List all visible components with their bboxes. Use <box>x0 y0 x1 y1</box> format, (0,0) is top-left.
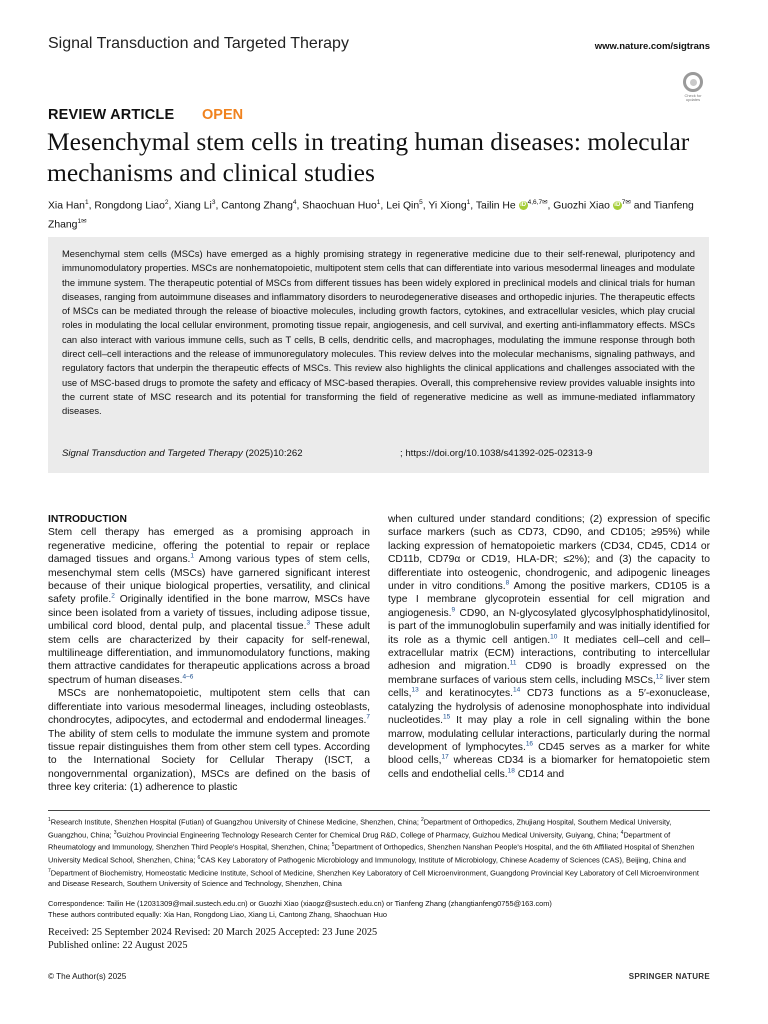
affiliations: $^1$Research Institute, Shenzhen Hospital (Futian) of Guangzhou University of Chinese Medicine, Shenzhen, China; $^2$Department of Orthopedics, Zhujiang Hospital, Southern Medical University, Guangzhou, China; $^3$Guizhou Provincial Engineering Technology Research Center for Chemical Drug R&D, College of Pharmacy, Guizhou Medical University, Guiyang, China; $^4$Department of Rheumatology and Immunology, Shenzhen Third People's Hospital, Shenzhen, China; $^5$Department of Orthopedics, Shenzhen Nanshan People's Hospital, and the 6th Affiliated Hospital of Shenzhen University Medical School, Shenzhen, China; $^6$CAS Key Laboratory of Pathogenic Microbiology and Immunology, Institute of Microbiology, Chinese Academy of Sciences (CAS), Beijing, China and $^7$Department of Biochemistry, Homeostatic Medicine Institute, School of Medicine, Shenzhen Key Laboratory of Cell Microenvironment, Guangdong Provincial Key Laboratory of Cell Microenvironment and Disease Research, Southern University of Science and Technology, Shenzhen, China <box>48 817 699 889</box>
received-dates: Received: 25 September 2024 Revised: 20 March 2025 Accepted: 23 June 2025 <box>48 927 378 938</box>
article-type-label: REVIEW ARTICLE <box>48 107 175 123</box>
article-title: Mesenchymal stem cells in treating human diseases: molecular mechanisms and clinical studies <box>47 127 690 187</box>
citation-ref: (2025)10:262 <box>242 448 303 459</box>
orcid-icon[interactable]: iD <box>520 202 527 209</box>
doi-link[interactable]: ; https://doi.org/10.1038/s41392-025-02313-9 <box>400 448 593 459</box>
body-column-left <box>48 513 370 795</box>
published-date: Published online: 22 August 2025 <box>48 940 188 951</box>
correspondence: Correspondence: Tailin He (12031309@mail.sustech.edu.cn) or Guozhi Xiao (xiaogz@sustech.edu.cn) or Tianfeng Zhang (zhangtianfeng0755@163.com) <box>48 899 552 908</box>
section-heading: INTRODUCTION <box>48 514 127 525</box>
journal-url-link[interactable]: www.nature.com/sigtrans <box>594 41 710 52</box>
orcid-icon[interactable]: iD <box>614 202 621 209</box>
body-text-left: Stem cell therapy has emerged as a promising approach in regenerative medicine, offering the potential to repair or replace damaged tissues and organs.$^1$ Among various types of stem cells, mesenchymal stem cells (MSCs) have garnered significant interest because of their unique biological properties, versatility, and clinical safety profile.$^2$ Originally identified in the bone marrow, MSCs have since been isolated from a variety of tissues, including adipose tissue, umbilical cord blood, dental pulp, and placental tissue.$^3$ These adult stem cells are characterized by their capacity for self-renewal, multilineage differentiation, and immunomodulatory functions, making them attractive candidates for therapeutic applications across a broad spectrum of human diseases.$^{4-6}$ MSCs are nonhematopoietic, multipotent stem cells that can differentiate into various mesodermal lineages, including osteoblasts, chondrocytes, adipocytes, and ectodermal and endodermal lineages.$^7$ The ability of stem cells to modulate the immune system and promote tissue repair distinguishes them from other stem cell types. According to the International Society for Cellular Therapy (ISCT, a nongovernmental organization), MSCs are defined on the basis of three key criteria: (1) adherence to plastic <box>48 527 370 794</box>
badge-ring <box>683 72 703 92</box>
abstract-text: Mesenchymal stem cells (MSCs) have emerged as a highly promising strategy in regenerative medicine due to their self-renewal, pluripotency and immunomodulatory properties. MSCs are nonhematopoietic, multipotent stem cells that can differentiate into various mesodermal lineages and modulate the immune system. The therapeutic potential of MSCs from different tissues has been widely explored in preclinical models and clinical trials for human diseases, ranging from autoimmune diseases and inflammatory disorders to neurodegenerative diseases and orthopedic injuries. The therapeutic effects of MSCs can be mediated through the release of bioactive molecules, including growth factors, cytokines, and extracellular vesicles, which play crucial roles in modulating the local cellular environment, promoting tissue repair, angiogenesis, and cell survival, and exerting anti-inflammatory effects. MSCs can also interact with various immune cells, such as T cells, B cells, dendritic cells, and macrophages, modulating the immune response through both direct cell–cell interactions and the release of immunoregulatory molecules. This review delves into the molecular mechanisms, signaling pathways, and regulatory factors that underpin the therapeutic effects of MSCs. This review also highlights the clinical applications and challenges associated with the use of MSC-based drugs to promote the safety and efficacy of MSC-based therapies. Overall, this comprehensive review provides valuable insights into the current state of MSC research and its potential for transforming the field of regenerative medicine as well as immune-mediated inflammatory diseases. <box>62 248 695 417</box>
citation-journal: Signal Transduction and Targeted Therapy <box>62 448 243 459</box>
open-access-label: OPEN <box>202 107 244 123</box>
body-column-right <box>388 513 710 781</box>
footer-divider <box>48 810 710 811</box>
check-for-updates-icon[interactable] <box>678 72 708 102</box>
badge-caption: Check for updates <box>684 93 702 102</box>
author-list: Xia Han$^1$, Rongdong Liao$^2$, Xiang Li$^3$, Cantong Zhang$^4$, Shaochuan Huo$^1$, Lei Qin$^5$, Yi Xiong$^1$, Tailin He iD $^{4,6,7✉}$, Guozhi Xiao iD $^{7✉}$ and Tianfeng Zhang$^{1✉}$ <box>48 199 694 231</box>
citation <box>62 448 303 459</box>
abstract-box <box>48 237 709 473</box>
body-text-right: when cultured under standard conditions; (2) expression of specific surface markers (such as CD73, CD90, and CD105; ≥95%) while lacking expression of hematopoietic markers (CD34, CD45, CD14 or CD11b, CD79α or CD19, HLA-DR; ≤2%); and (3) the capacity to differentiate into osteogenic, chondrogenic, and adipogenic lineages under in vitro conditions.$^8$ Among the positive markers, CD105 is a type I membrane glycoprotein essential for cell migration and angiogenesis.$^9$ CD90, an N-glycosylated glycosylphosphatidylinositol, is part of the immunoglobulin superfamily and was initially identified for its role as a thymic cell antigen.$^{10}$ It mediates cell–cell and cell–extracellular matrix (ECM) interactions, contributing to intercellular adhesion and migration.$^{11}$ CD90 is broadly expressed on the membrane surfaces of various stem cells, including MSCs,$^{12}$ liver stem cells,$^{13}$ and keratinocytes.$^{14}$ CD73 functions as a 5′-exonuclease, catalyzing the hydrolysis of adenosine monophosphate into individual nucleotides.$^{15}$ It may play a role in cell signaling within the bone marrow, modulating cellular interactions, particularly during the normal development of lymphocytes.$^{16}$ CD45 serves as a marker for white blood cells,$^{17}$ whereas CD34 is a biomarker for hematopoietic stem cells and endothelial cells.$^{18}$ CD14 and <box>388 514 711 780</box>
equal-contribution-note: These authors contributed equally: Xia Han, Rongdong Liao, Xiang Li, Cantong Zhang, Shaochuan Huo <box>48 910 387 919</box>
publisher-logo: SPRINGER NATURE <box>628 972 710 981</box>
copyright: © The Author(s) 2025 <box>48 972 127 981</box>
journal-name: Signal Transduction and Targeted Therapy <box>48 35 349 52</box>
